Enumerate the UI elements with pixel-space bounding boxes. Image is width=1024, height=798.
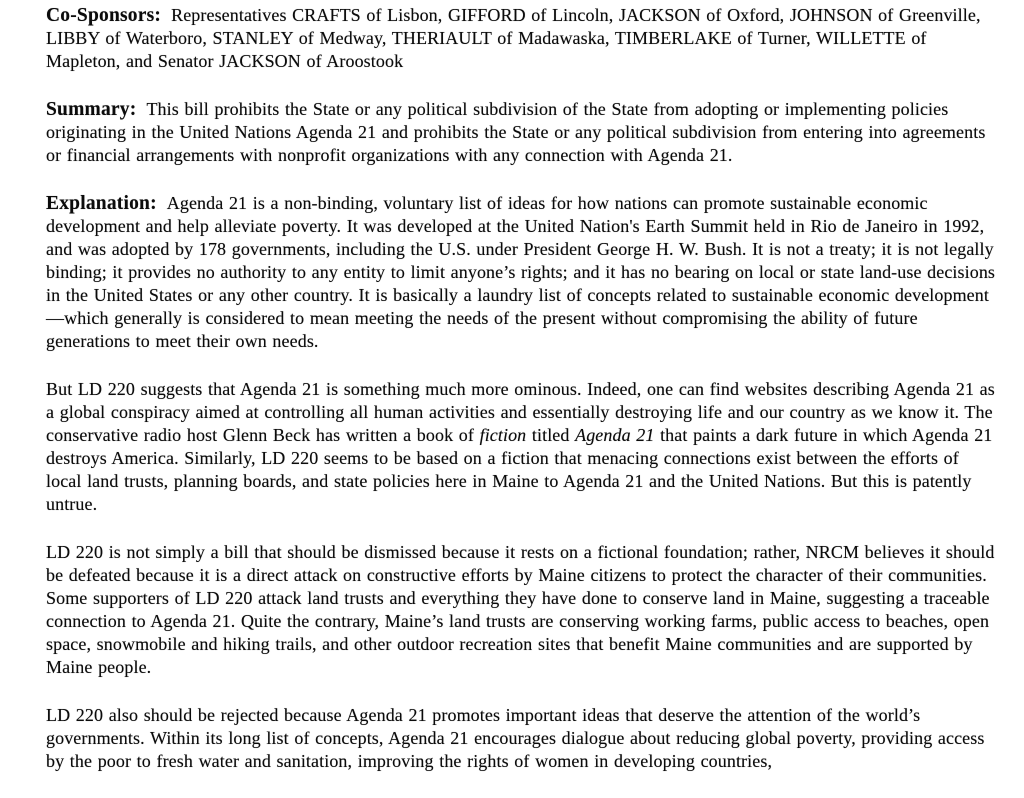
explanation-label: Explanation:	[46, 193, 157, 214]
paragraph-explanation	[46, 192, 996, 353]
paragraph-summary	[46, 98, 996, 167]
but-ld220-italic-agenda21: Agenda 21	[575, 425, 655, 445]
co-sponsors-text: Representatives CRAFTS of Lisbon, GIFFORD of Lincoln, JACKSON of Oxford, JOHNSON of Greenville, LIBBY of Waterboro, STANLEY of Medway, THERIAULT of Madawaska, TIMBERLAKE of Turner, WILLETTE of Mapleton, and Senator JACKSON of Aroostook	[46, 5, 981, 71]
document-page	[46, 4, 996, 798]
paragraph-ld220-also	[46, 704, 996, 773]
ld220-not-simply-text: LD 220 is not simply a bill that should be dismissed because it rests on a fictional foundation; rather, NRCM believes it should be defeated because it is a direct attack on constructive efforts by Maine citizens to protect the character of their communities. Some supporters of LD 220 attack land trusts and everything they have done to conserve land in Maine, suggesting a traceable connection to Agenda 21. Quite the contrary, Maine’s land trusts are conserving working farms, public access to beaches, open space, snowmobile and hiking trails, and other outdoor recreation sites that benefit Maine communities and are supported by Maine people.	[46, 542, 995, 677]
ld220-also-text: LD 220 also should be rejected because Agenda 21 promotes important ideas that deserve the attention of the world’s governments. Within its long list of concepts, Agenda 21 encourages dialogue about reducing global poverty, providing access by the poor to fresh water and sanitation, improving the rights of women in developing countries,	[46, 705, 985, 771]
but-ld220-text-3: that paints a dark future in which Agenda 21 destroys America. Similarly, LD 220 seems to be based on a fiction that menacing connections exist between the efforts of local land trusts, planning boards, and state policies here in Maine to Agenda 21 and the United Nations. But this is patently untrue.	[46, 425, 993, 514]
paragraph-ld220-not-simply	[46, 541, 996, 679]
but-ld220-text-1: But LD 220 suggests that Agenda 21 is something much more ominous. Indeed, one can find websites describing Agenda 21 as a global conspiracy aimed at controlling all human activities and essentially destroying life and our country as we know it. The conservative radio host Glenn Beck has written a book of	[46, 379, 995, 445]
paragraph-co-sponsors	[46, 4, 996, 73]
but-ld220-italic-fiction: fiction	[479, 425, 527, 445]
but-ld220-text-2: titled	[526, 425, 576, 445]
summary-label: Summary:	[46, 99, 137, 120]
summary-text: This bill prohibits the State or any political subdivision of the State from adopting or implementing policies originating in the United Nations Agenda 21 and prohibits the State or any political subdivision from entering into agreements or financial arrangements with nonprofit organizations with any connection with Agenda 21.	[46, 99, 986, 165]
paragraph-but-ld220	[46, 378, 996, 516]
co-sponsors-label: Co-Sponsors:	[46, 5, 162, 26]
explanation-text: Agenda 21 is a non-binding, voluntary list of ideas for how nations can promote sustainable economic development and help alleviate poverty. It was developed at the United Nation's Earth Summit held in Rio de Janeiro in 1992, and was adopted by 178 governments, including the U.S. under President George H. W. Bush. It is not a treaty; it is not legally binding; it provides no authority to any entity to limit anyone’s rights; and it has no bearing on local or state land-use decisions in the United States or any other country. It is basically a laundry list of concepts related to sustainable economic development—which generally is considered to mean meeting the needs of the present without compromising the ability of future generations to meet their own needs.	[46, 193, 996, 351]
